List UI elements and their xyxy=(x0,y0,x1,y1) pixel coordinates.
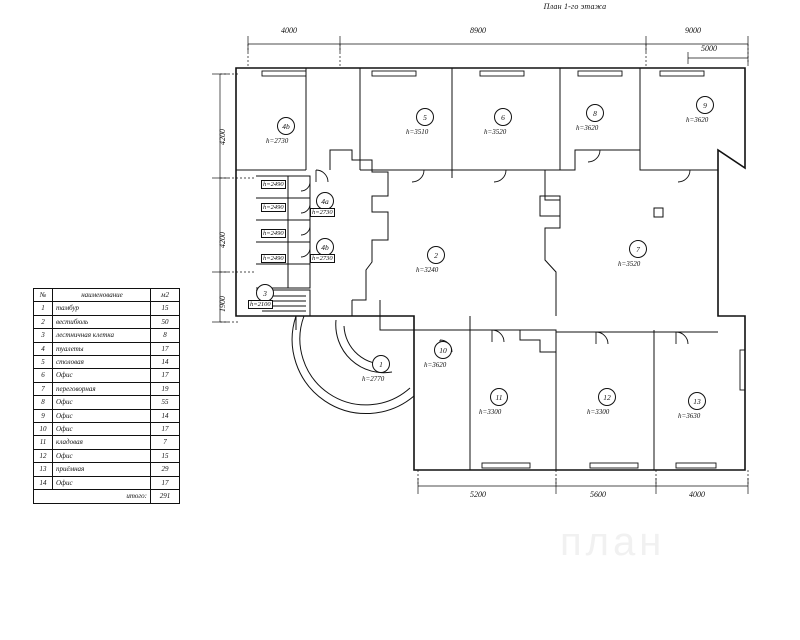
row-number: 5 xyxy=(34,356,53,369)
table-row xyxy=(34,356,180,369)
row-number: 3 xyxy=(34,329,53,342)
row-name: столовая xyxy=(53,356,151,369)
row-number: 13 xyxy=(34,463,53,476)
header-area: м2 xyxy=(151,289,180,302)
row-name: вестибюль xyxy=(53,315,151,328)
table-row xyxy=(34,369,180,382)
dim-bottom-1: 5200 xyxy=(470,490,486,499)
header-number: № xyxy=(34,289,53,302)
row-area: 29 xyxy=(151,463,180,476)
table-row xyxy=(34,342,180,355)
wc-height-3: h=2490 xyxy=(263,230,284,237)
watermark: план xyxy=(560,520,666,564)
row-name: приёмная xyxy=(53,463,151,476)
header-name: наименование xyxy=(53,289,151,302)
dim-top-inner-1: 5000 xyxy=(701,44,717,53)
room-height-2: h=3240 xyxy=(416,266,439,274)
room-height-7: h=3520 xyxy=(484,128,507,136)
row-area: 14 xyxy=(151,356,180,369)
room-height-8: h=3520 xyxy=(618,260,641,268)
row-number: 10 xyxy=(34,423,53,436)
row-name: туалеты xyxy=(53,342,151,355)
row-number: 9 xyxy=(34,409,53,422)
room-bubble-7: 6 xyxy=(494,108,512,126)
room-height-12: h=3300 xyxy=(479,408,502,416)
room-bubble-1: 1 xyxy=(372,355,390,373)
room-height-6: h=3510 xyxy=(406,128,429,136)
row-name: Офис xyxy=(53,423,151,436)
row-area: 14 xyxy=(151,409,180,422)
row-name: Офис xyxy=(53,449,151,462)
row-number: 7 xyxy=(34,382,53,395)
dim-bottom-2: 5600 xyxy=(590,490,606,499)
room-height-14: h=3630 xyxy=(678,412,701,420)
table-row xyxy=(34,329,180,342)
row-name: Офис xyxy=(53,369,151,382)
room-bubble-12: 11 xyxy=(490,388,508,406)
row-area: 19 xyxy=(151,382,180,395)
room-bubble-10: 9 xyxy=(696,96,714,114)
total-label: итого: xyxy=(34,490,151,503)
room-height-13: h=3300 xyxy=(587,408,610,416)
room-bubble-13: 12 xyxy=(598,388,616,406)
row-number: 8 xyxy=(34,396,53,409)
table-row xyxy=(34,423,180,436)
room-height-3: h=2100 xyxy=(250,301,271,308)
room-bubble-14: 13 xyxy=(688,392,706,410)
table-header-row xyxy=(34,289,180,302)
wc-height-1: h=2490 xyxy=(263,181,284,188)
table-row xyxy=(34,449,180,462)
row-area: 15 xyxy=(151,449,180,462)
wc-height-2: h=2490 xyxy=(263,204,284,211)
dim-top-1: 4000 xyxy=(281,26,297,35)
dim-top-2: 8900 xyxy=(470,26,486,35)
row-name: Офис xyxy=(53,409,151,422)
room-bubble-4a: 4a xyxy=(316,192,334,210)
table-total-row xyxy=(34,490,180,503)
total-value: 291 xyxy=(151,490,180,503)
row-area: 17 xyxy=(151,369,180,382)
row-number: 11 xyxy=(34,436,53,449)
room-height-5: h=2730 xyxy=(266,137,289,145)
page-title: План 1-го этажа xyxy=(543,2,607,11)
row-area: 50 xyxy=(151,315,180,328)
row-name: Офис xyxy=(53,396,151,409)
row-number: 1 xyxy=(34,302,53,315)
dim-bottom-3: 4000 xyxy=(689,490,705,499)
dim-left-2: 4200 xyxy=(218,232,227,248)
row-area: 7 xyxy=(151,436,180,449)
table-row xyxy=(34,396,180,409)
row-name: лестничная клетка xyxy=(53,329,151,342)
dim-left-3: 1900 xyxy=(218,296,227,312)
room-height-4b: h=2730 xyxy=(312,255,333,262)
row-name: переговорная xyxy=(53,382,151,395)
row-number: 12 xyxy=(34,449,53,462)
table-row xyxy=(34,315,180,328)
row-area: 17 xyxy=(151,342,180,355)
table-row xyxy=(34,409,180,422)
room-bubble-2: 2 xyxy=(427,246,445,264)
dim-top-3: 9000 xyxy=(685,26,701,35)
row-name: кладовая xyxy=(53,436,151,449)
row-area: 8 xyxy=(151,329,180,342)
row-number: 6 xyxy=(34,369,53,382)
table-row xyxy=(34,302,180,315)
room-bubble-6: 5 xyxy=(416,108,434,126)
room-bubble-11: 10 xyxy=(434,341,452,359)
room-height-1: h=2770 xyxy=(362,375,385,383)
dim-left-1: 4200 xyxy=(218,129,227,145)
table-row xyxy=(34,436,180,449)
row-number: 2 xyxy=(34,315,53,328)
wc-height-4: h=2490 xyxy=(263,255,284,262)
row-area: 17 xyxy=(151,423,180,436)
room-bubble-5: 4b xyxy=(277,117,295,135)
row-name: Офис xyxy=(53,476,151,489)
room-height-11: h=3620 xyxy=(424,361,447,369)
room-bubble-4b: 4b xyxy=(316,238,334,256)
row-number: 4 xyxy=(34,342,53,355)
row-area: 15 xyxy=(151,302,180,315)
row-area: 17 xyxy=(151,476,180,489)
room-height-10: h=3620 xyxy=(686,116,709,124)
table-row xyxy=(34,476,180,489)
table-row xyxy=(34,382,180,395)
room-height-9: h=3620 xyxy=(576,124,599,132)
room-bubble-3: 3 xyxy=(256,284,274,302)
room-bubble-8: 7 xyxy=(629,240,647,258)
room-height-4a: h=2730 xyxy=(312,209,333,216)
row-number: 14 xyxy=(34,476,53,489)
room-legend-table xyxy=(33,288,180,504)
room-bubble-9: 8 xyxy=(586,104,604,122)
table-row xyxy=(34,463,180,476)
row-area: 55 xyxy=(151,396,180,409)
row-name: тамбур xyxy=(53,302,151,315)
